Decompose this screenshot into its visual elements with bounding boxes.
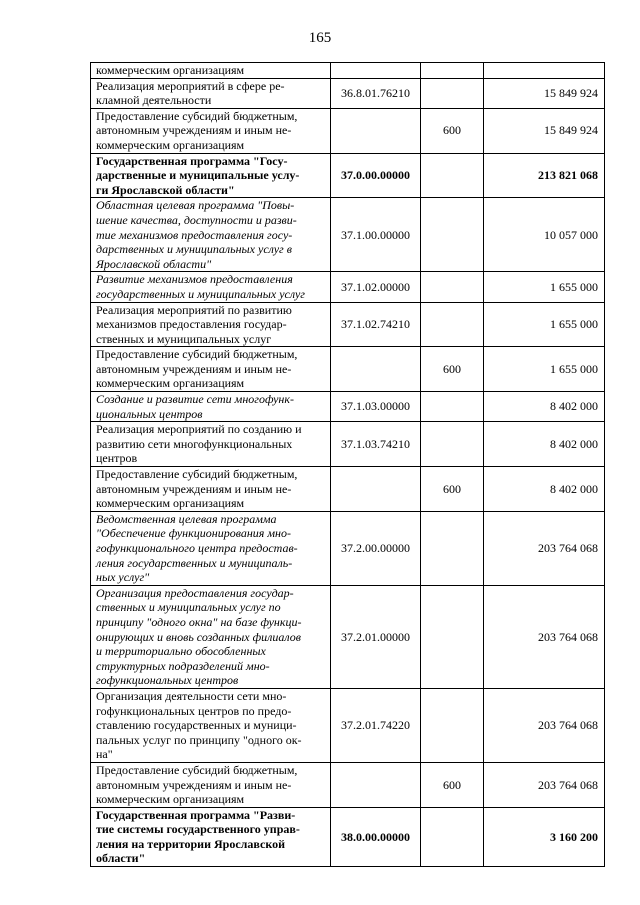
row-name-cell: Предоставление субсидий бюджетным, автономным учреждениям и иным не- коммерческим организациям [91, 347, 331, 392]
row-name-cell: Областная целевая программа "Повы- шение качества, доступности и разви- тие механизмов предоставления госу- дарственных и муниципальных услуг в Ярославской области" [91, 198, 331, 272]
row-expense-type-cell: 600 [421, 347, 484, 392]
table-row [91, 688, 605, 762]
row-expense-type-cell [421, 302, 484, 347]
row-expense-type-cell [421, 511, 484, 585]
row-code-cell: 37.2.01.74220 [331, 688, 421, 762]
row-name-cell: Организация предоставления государ- ственных и муниципальных услуг по принципу "одного окна" на базе функци- онирующих и вновь созданных филиалов и территориально обособленных структурных подразделений мно- гофункциональных центров [91, 585, 331, 688]
table-row [91, 108, 605, 153]
table-row [91, 762, 605, 807]
row-expense-type-cell [421, 688, 484, 762]
row-amount-cell: 3 160 200 [484, 807, 605, 866]
row-expense-type-cell [421, 272, 484, 302]
row-code-cell: 37.1.02.74210 [331, 302, 421, 347]
row-code-cell: 37.2.00.00000 [331, 511, 421, 585]
table-row [91, 347, 605, 392]
row-expense-type-cell [421, 153, 484, 198]
row-expense-type-cell [421, 63, 484, 79]
budget-table [90, 62, 605, 867]
row-code-cell [331, 63, 421, 79]
table-row [91, 198, 605, 272]
row-expense-type-cell [421, 422, 484, 467]
row-name-cell: Предоставление субсидий бюджетным, автономным учреждениям и иным не- коммерческим организациям [91, 762, 331, 807]
table-row [91, 392, 605, 422]
table-row [91, 63, 605, 79]
row-code-cell: 37.1.03.74210 [331, 422, 421, 467]
row-code-cell: 37.2.01.00000 [331, 585, 421, 688]
row-amount-cell: 213 821 068 [484, 153, 605, 198]
table-row [91, 467, 605, 512]
row-code-cell: 36.8.01.76210 [331, 78, 421, 108]
page-number: 165 [308, 30, 332, 46]
row-amount-cell: 1 655 000 [484, 347, 605, 392]
row-name-cell: Государственная программа "Разви- тие системы государственного управ- ления на территории Ярославской области" [91, 807, 331, 866]
row-code-cell [331, 347, 421, 392]
row-code-cell [331, 762, 421, 807]
row-name-cell: Предоставление субсидий бюджетным, автономным учреждениям и иным не- коммерческим организациям [91, 467, 331, 512]
row-amount-cell: 15 849 924 [484, 108, 605, 153]
row-amount-cell: 1 655 000 [484, 272, 605, 302]
row-code-cell: 37.1.03.00000 [331, 392, 421, 422]
row-expense-type-cell: 600 [421, 762, 484, 807]
row-expense-type-cell [421, 78, 484, 108]
row-amount-cell [484, 63, 605, 79]
table-row [91, 78, 605, 108]
row-amount-cell: 15 849 924 [484, 78, 605, 108]
row-expense-type-cell [421, 585, 484, 688]
row-code-cell [331, 467, 421, 512]
row-name-cell: Ведомственная целевая программа "Обеспечение функционирования мно- гофункционального центра предостав- ления государственных и муниципаль- ных услуг" [91, 511, 331, 585]
row-code-cell: 37.0.00.00000 [331, 153, 421, 198]
row-code-cell [331, 108, 421, 153]
row-name-cell: Развитие механизмов предоставления государственных и муниципальных услуг [91, 272, 331, 302]
row-amount-cell: 8 402 000 [484, 392, 605, 422]
row-name-cell: Государственная программа "Госу- дарственные и муниципальные услу- ги Ярославской области" [91, 153, 331, 198]
row-amount-cell: 1 655 000 [484, 302, 605, 347]
row-amount-cell: 8 402 000 [484, 467, 605, 512]
budget-table-body [91, 63, 605, 867]
row-amount-cell: 8 402 000 [484, 422, 605, 467]
row-name-cell: Создание и развитие сети многофунк- циональных центров [91, 392, 331, 422]
row-name-cell: коммерческим организациям [91, 63, 331, 79]
table-row [91, 153, 605, 198]
table-row [91, 585, 605, 688]
row-amount-cell: 10 057 000 [484, 198, 605, 272]
row-expense-type-cell: 600 [421, 467, 484, 512]
row-amount-cell: 203 764 068 [484, 688, 605, 762]
row-expense-type-cell: 600 [421, 108, 484, 153]
row-code-cell: 37.1.00.00000 [331, 198, 421, 272]
row-amount-cell: 203 764 068 [484, 585, 605, 688]
row-expense-type-cell [421, 198, 484, 272]
table-row [91, 272, 605, 302]
row-expense-type-cell [421, 392, 484, 422]
row-code-cell: 37.1.02.00000 [331, 272, 421, 302]
table-row [91, 302, 605, 347]
row-name-cell: Реализация мероприятий по созданию и развитию сети многофункциональных центров [91, 422, 331, 467]
row-expense-type-cell [421, 807, 484, 866]
table-row [91, 511, 605, 585]
row-amount-cell: 203 764 068 [484, 762, 605, 807]
row-name-cell: Предоставление субсидий бюджетным, автономным учреждениям и иным не- коммерческим организациям [91, 108, 331, 153]
table-row [91, 422, 605, 467]
row-code-cell: 38.0.00.00000 [331, 807, 421, 866]
table-row [91, 807, 605, 866]
row-amount-cell: 203 764 068 [484, 511, 605, 585]
row-name-cell: Реализация мероприятий по развитию механизмов предоставления государ- ственных и муниципальных услуг [91, 302, 331, 347]
row-name-cell: Реализация мероприятий в сфере ре- кламной деятельности [91, 78, 331, 108]
row-name-cell: Организация деятельности сети мно- гофункциональных центров по предо- ставлению государственных и муници- пальных услуг по принципу "одного ок- на" [91, 688, 331, 762]
